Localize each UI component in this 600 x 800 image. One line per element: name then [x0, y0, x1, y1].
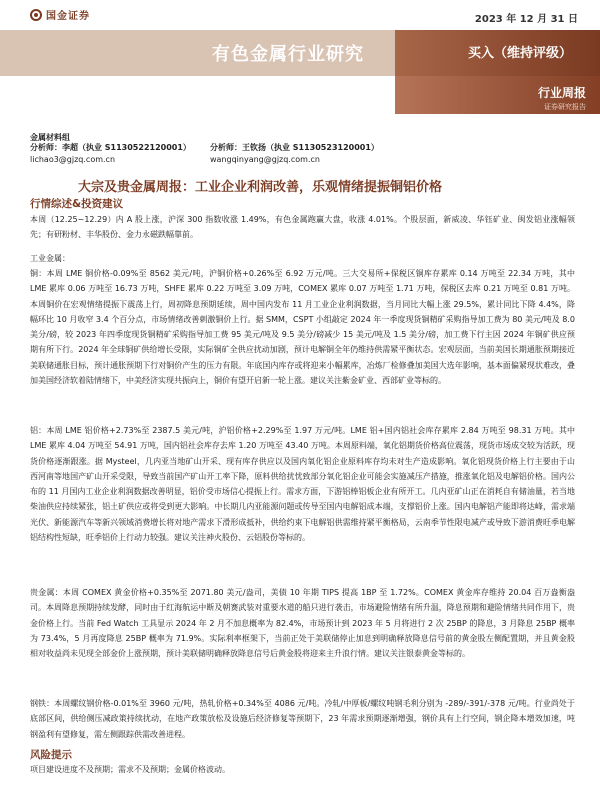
section-heading-risk: 风险提示	[30, 749, 72, 761]
industrial-metals-label: 工业金属：	[30, 254, 70, 263]
report-title: 有色金属行业研究	[212, 44, 364, 65]
industry-label: 金属材料组	[30, 133, 70, 142]
analyst-1-email: lichao3@gjzq.com.cn	[30, 155, 116, 164]
risk-paragraph: 项目建设进度不及预期；需求不及预期；金属价格波动。	[30, 765, 230, 774]
copper-paragraph: 铜：本周 LME 铜价格-0.09%至 8562 美元/吨，沪铜价格+0.26%至 6.92 万元/吨。三大交易所+保税区铜库存累库 0.14 万吨至 22.34 万吨，其中 LME 累库 0.06 万吨至 16.73 万吨，SHFE 累库 0.22 万吨至 3.09 万吨，COMEX 累库 0.07 万吨至 1.71 万吨，保税区去库 0.21 万吨至 0.81 万吨。本周铜价在宏观情绪提振下震荡上行，周初降息预期延续，周中国内发布 11 月工业企业利润数据，当月同比大幅上涨 29.5%，累计同比下降 4.4%，降幅环比 10 月收窄 3.4 个百分点，市场情绪改善刺激铜价上行。据 SMM，CSPT 小组敲定 2024 年一季度现货铜精矿采购指导加工费为 80 美元/吨及 8.0 美分/磅，较 2023 年四季度现货铜精矿采购指导加工费 95 美元/吨及 9.5 美分/磅减少 15 美元/吨及 1.5 美分/磅，加工费下行主因 2024 年铜矿供应预期有所下行。2024 年全球铜矿供给增长受限，实际铜矿全供应扰动加剧，预计电解铜全年仍维持供需紧平衡状态。宏观层面，当前美国长期通胀预期接近美联储通胀目标，预计通胀预期下行对铜价产生的压力有限。年底国内库存或将迎来小幅累库，冶炼厂检修叠加美国大选年影响，基本面偏紧现状难改，叠加美国经济软着陆情绪下，中美经济实现共振向上，铜价有望开启新一轮上涨。建议关注紫金矿业、西部矿业等标的。	[30, 269, 575, 386]
aluminum-paragraph: 铝：本周 LME 铝价格+2.73%至 2387.5 美元/吨，沪铝价格+2.29%至 1.97 万元/吨。LME 铝+国内铝社会库存累库 2.84 万吨至 98.31 万吨。其中 LME 累库 4.04 万吨至 54.91 万吨，国内铝社会库存去库 1.20 万吨至 43.40 万吨。本周原料端，氧化铝期货价格高位震荡，现货市场成交较为活跃，现货价格逐渐跟涨。据 Mysteel，几内亚当地矿山开采、现有库存供应以及国内氧化铝企业原料库存均未对生产造成影响。氧化铝现货价格上行主要由于山西河南等地国产矿山开采受限，导致当前国产矿山开工率下降，原料供给扰忧致部分氧化铝企业可能会实施减压产措施，推涨氧化铝及电解铝价格。国内公布的 11 月国内工业企业利润数据改善明显，铝价受市场信心提振上行。需求方面，下游铝棒铝板企业有所开工。几内亚矿山正在消耗自有储油量，若当地柴油供应持续紧张，铝土矿供应或将受到更大影响。中长期几内亚能源问题或传导至国内电解铝成本端，支撑铝价上涨。国内电解铝产能即将达峰，需求端光伏、新能源汽车等新兴领域消费增长将对地产需求下滑形成抵补，供给约束下电解铝供需维持紧平衡格局，云南季节性限电减产或导致下游消费旺季电解铝结构性短缺，旺季铝价上行动力较强。建议关注神火股份、云铝股份等标的。	[30, 426, 575, 543]
analyst-2	[210, 142, 379, 166]
logo-icon	[30, 9, 42, 21]
summary-paragraph: 本周（12.25~12.29）内 A 股上涨，沪深 300 指数收涨 1.49%，有色金属跑赢大盘，收涨 4.01%。个股层面，新威凌、华钰矿业、闽发铝业涨幅领先；有研粉材、丰华股份、金力永磁跌幅靠前。	[30, 215, 575, 240]
rating-label: 买入（维持评级）	[468, 46, 573, 61]
steel-paragraph: 钢铁：本周螺纹钢价格-0.01%至 3960 元/吨，热轧价格+0.34%至 4086 元/吨。冷轧/中厚板/螺纹吨钢毛利分别为 -289/-391/-378 元/吨。行业尚处于底部区间，供给侧压减政策持续扰动，在地产政策放松及设施后经济修复等预期下，23 年需求预期逐渐增强，钢价具有上行空间，钢企降本增效加速，吨钢盈利有望修复，需左侧跟踪供需改善进程。	[30, 699, 575, 739]
logo-text: 国金证券	[46, 11, 90, 22]
report-type: 行业周报	[537, 86, 586, 100]
report-date: 2023 年 12 月 31 日	[474, 14, 578, 25]
report-header	[0, 0, 600, 124]
report-main-title: 大宗及贵金属周报：工业企业利润改善，乐观情绪提振铜铝价格	[78, 180, 443, 195]
analyst-1-name: 分析师：李超（执业 S1130522120001）	[30, 143, 191, 152]
precious-metals-paragraph: 贵金属：本周 COMEX 黄金价格+0.35%至 2071.80 美元/盎司，美债 10 年期 TIPS 提高 1BP 至 1.72%。COMEX 黄金库存维持 20.04 百万盎衡盎司。本周降息预期持续发酵，同时由于红海航运中断及朝赛武装对重要水道的船只进行袭击，市场避险情绪有所升温，降息预期和避险情绪共同作用下，贵金价格上行。当前 Fed Watch 工具显示 2024 年 2 月不加息概率为 82.4%，市场预计到 2023 年 5 月将进行 2 次 25BP 的降息，3 月降息 25BP 概率为 73.4%，5 月再度降息 25BP 概率为 71.9%。实际利率框架下，当前正处于美联储停止加息到明确释放降息信号前的黄金股左侧配置期，并且黄金股相对收益尚未见现全部金价上涨预期，预计美联储明确释放降息信号后黄金股将迎来主升浪行情。建议关注银泰黄金等标的。	[30, 588, 575, 659]
report-subtype: 证券研究报告	[544, 103, 586, 111]
analyst-2-email: wangqinyang@gjzq.com.cn	[210, 155, 320, 164]
analyst-2-name: 分析师：王钦扬（执业 S1130523120001）	[210, 143, 379, 152]
analyst-1	[30, 142, 191, 166]
section-heading-summary: 行情综述&投资建议	[30, 198, 124, 210]
company-logo	[30, 7, 90, 22]
